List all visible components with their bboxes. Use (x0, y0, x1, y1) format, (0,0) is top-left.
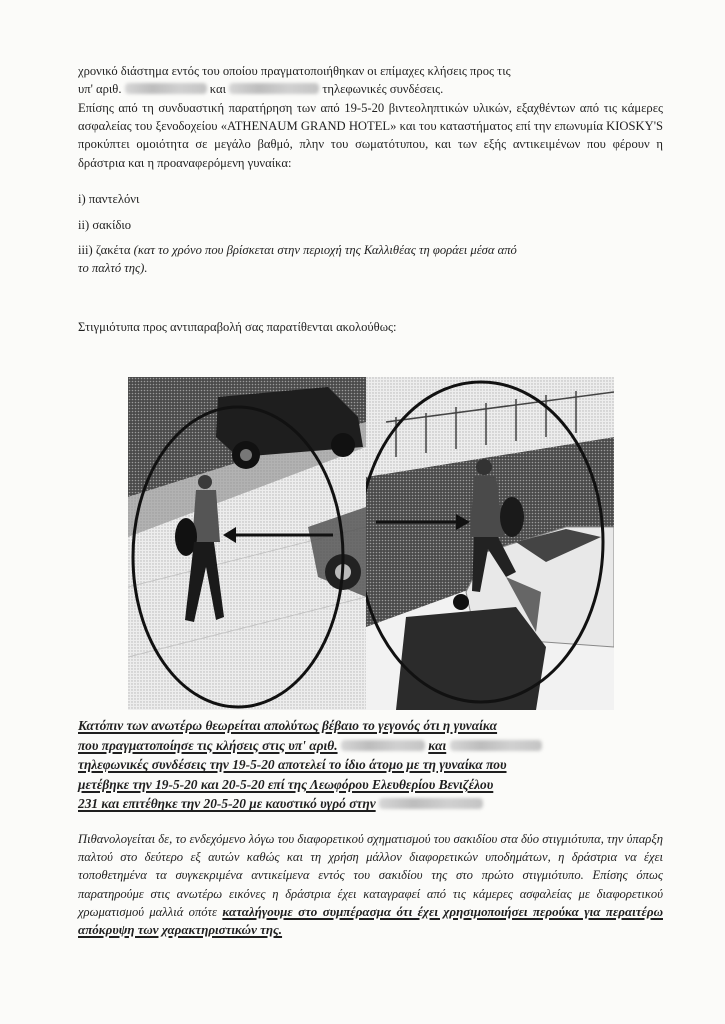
item-cardigan (78, 241, 663, 277)
item-trousers: i) παντελόνι (78, 192, 140, 206)
text-block: Πιθανολογείται δε, το ενδεχόμενο λόγω του διαφορετικού σχηματισμού του σακιδίου στα δύο στιγμιότυπα, την ύπαρξη παλτού στο δεύτερο εξ αυτών καθώς και τη χρήση μάλλον διαφορετικών υποδημάτων, η δράστρια να έχει τοποθετημένα τα συγκεκριμένα αντικείμενα εντός του σακιδίου της στο πρώτο στιγμιότυπο. Επίσης όπως παρατηρούμε στις ανωτέρω εικόνες η δράστρια έχει καταγραφεί από τις κάμερες ασφαλείας με διαφορετικού χρωματισμού μαλλιά οπότε (78, 832, 663, 919)
cctv-photos (128, 377, 614, 710)
redacted-phone-number (450, 740, 542, 751)
text-line: υπ' αριθ. (78, 82, 122, 97)
redacted-phone-number (341, 740, 425, 751)
paragraph-analysis (78, 830, 663, 939)
intro-line: Στιγμιότυπα προς αντιπαραβολή σας παρατίθενται ακολούθως: (78, 320, 397, 334)
redacted-phone-number (125, 83, 207, 94)
paragraph-continuation (78, 62, 663, 98)
text-line: 231 και επιτέθηκε την 20-5-20 με καυστικό υγρό στην (78, 796, 376, 812)
cctv-snapshot-right (366, 377, 614, 710)
text-line: και (209, 82, 227, 97)
paragraph-observation: Επίσης από τη συνδυαστική παρατήρηση των από 19-5-20 βιντεοληπτικών υλικών, εξαχθέντων από τις κάμερες ασφαλείας του ξενοδοχείου «ATHENAUM GRAND HOTEL» και του καταστήματος επί την επωνυμία KIOSKY'S προκύπτει ομοιότητα σε μεγάλο βαθμό, πλην του σωματότυπου, και των εξής αντικειμένων που φέρουν η δράστρια και η προαναφερόμενη γυναίκα: (78, 101, 663, 170)
text-line: μετέβηκε την 19-5-20 και 20-5-20 επί της Λεωφόρου Ελευθερίου Βενιζέλου (78, 776, 494, 792)
cctv-snapshot-left (128, 377, 366, 710)
item-backpack: ii) σακίδιο (78, 218, 132, 232)
text-line: (κατ το χρόνο που βρίσκεται στην περιοχή της Καλλιθέας τη φοράει μέσα από (133, 243, 517, 257)
redacted-victim-name (379, 798, 483, 809)
text-line: χρονικό διάστημα εντός του οποίου πραγματοποιήθηκαν οι επίμαχες κλήσεις προς τις (78, 64, 511, 78)
text-line: τηλεφωνικές συνδέσεις την 19-5-20 αποτελεί το ίδιο άτομο με τη γυναίκα που (78, 757, 507, 773)
text-block-emphasis: καταλήγουμε στο συμπέρασμα ότι έχει χρησιμοποιήσει περούκα για περαιτέρω απόκρυψη των χαρακτηριστικών της. (78, 903, 663, 938)
text-line: το παλτό της). (78, 261, 148, 276)
text-line: που πραγματοποίησε τις κλήσεις στις υπ' αριθ. (78, 737, 338, 753)
text-line: Κατόπιν των ανωτέρω θεωρείται απολύτως βέβαιο το γεγονός ότι η γυναίκα (78, 718, 498, 733)
text-line: τηλεφωνικές συνδέσεις. (322, 82, 444, 97)
redacted-phone-number (229, 83, 319, 94)
text-line: και (428, 737, 447, 753)
text-line: iii) ζακέτα (78, 243, 131, 257)
conclusion-bold (78, 716, 663, 814)
